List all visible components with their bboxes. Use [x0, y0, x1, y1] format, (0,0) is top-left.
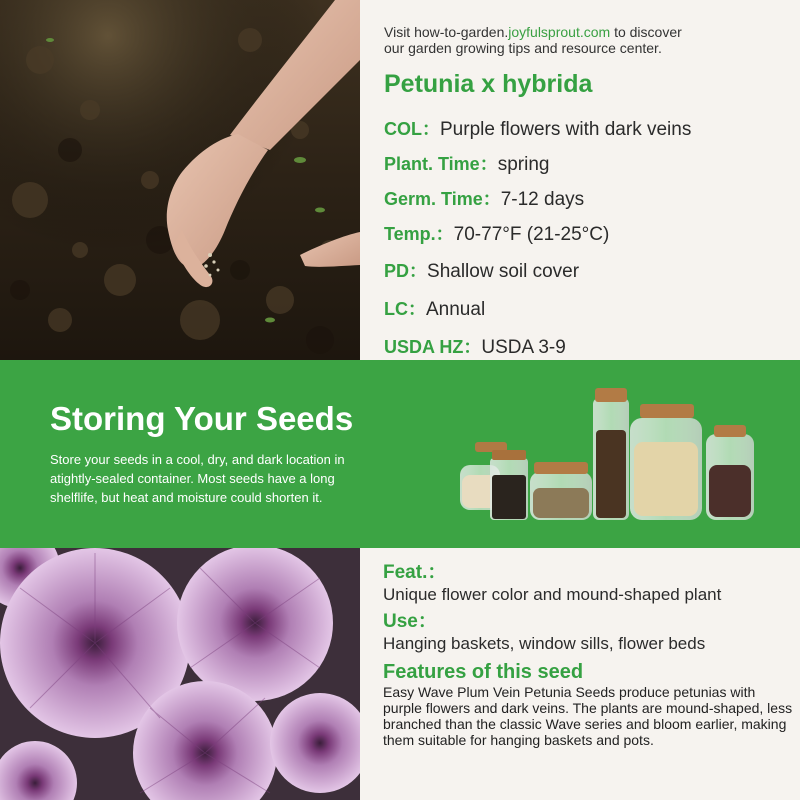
use-label: Use： [383, 611, 437, 632]
seed-features-heading: Features of this seed [383, 661, 584, 683]
attribute-row [384, 333, 800, 359]
attribute-row [384, 295, 800, 321]
attribute-row [384, 220, 800, 246]
attribute-key: PD： [384, 261, 428, 281]
attribute-key: COL： [384, 119, 440, 139]
species-title: Petunia x hybrida [384, 70, 593, 98]
petunia-flowers-photo [0, 548, 360, 800]
features-panel [360, 548, 800, 800]
attribute-key: Plant. Time： [384, 154, 498, 174]
seed-features-text: Easy Wave Plum Vein Petunia Seeds produce petunias with purple flowers and dark veins. The plants are mound-shaped, less branched than the classic Wave series and bloom earlier, making them suitable for hanging baskets and pots. [383, 684, 793, 748]
visit-suffix: to discover [610, 24, 682, 40]
attribute-row [384, 150, 800, 176]
feat-value: Unique flower color and mound-shaped plant [383, 585, 722, 604]
attribute-row [384, 115, 800, 141]
use-value: Hanging baskets, window sills, flower beds [383, 634, 706, 653]
attribute-key: USDA HZ： [384, 337, 482, 357]
attribute-key: Germ. Time： [384, 189, 501, 209]
attribute-value: Shallow soil cover [427, 261, 580, 282]
attribute-value: 7-12 days [500, 189, 585, 210]
visit-prefix: Visit how-to-garden. [384, 24, 509, 40]
attribute-row [384, 185, 800, 211]
visit-line2: our garden growing tips and resource center. [384, 40, 662, 56]
attribute-value: Purple flowers with dark veins [440, 119, 692, 140]
attribute-value: USDA 3-9 [481, 337, 566, 358]
storing-seeds-band [0, 360, 800, 548]
plant-info-panel [360, 0, 800, 360]
storing-title: Storing Your Seeds [50, 400, 354, 437]
website-link[interactable]: joyfulsprout.com [508, 24, 611, 40]
seed-jars-image [450, 380, 770, 530]
attribute-key: LC： [384, 299, 426, 319]
attribute-row [384, 257, 800, 283]
storing-description: Store your seeds in a cool, dry, and dark location in atightly-sealed container. Most seeds have a long shelflife, but heat and moisture could shorten it. [50, 452, 345, 505]
attribute-value: Annual [426, 299, 486, 320]
attribute-value: 70-77°F (21-25°C) [453, 224, 610, 245]
feat-label: Feat.： [383, 562, 447, 583]
attribute-key: Temp.： [384, 224, 454, 244]
visit-note [384, 24, 800, 56]
attribute-value: spring [497, 154, 550, 175]
soil-hands-photo [0, 0, 360, 360]
